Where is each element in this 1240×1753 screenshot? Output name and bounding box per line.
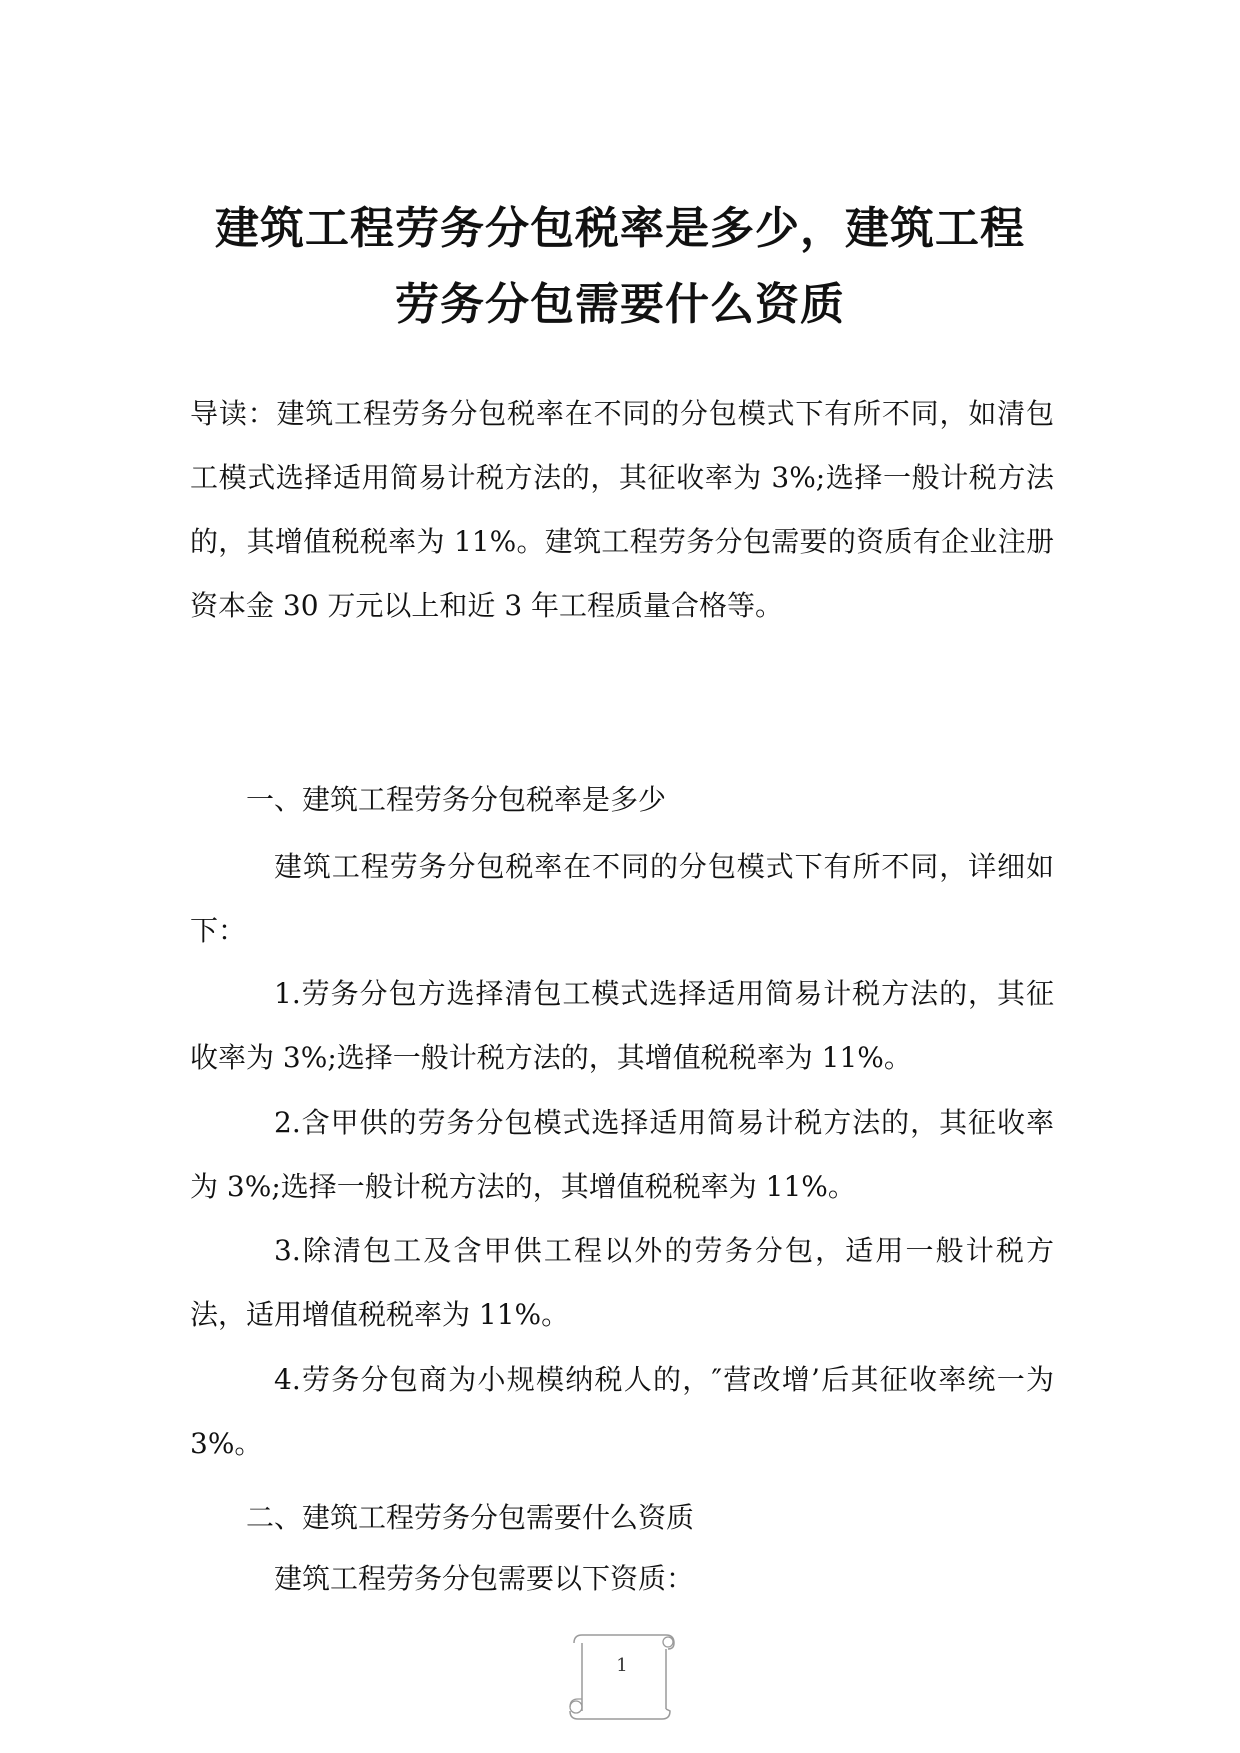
rate-item-2: 2.含甲供的劳务分包模式选择适用简易计税方法的，其征收率为 3%;选择一般计税方法的，其增值税税率为 11%。 [190, 1106, 1054, 1203]
document-title-line-1: 建筑工程劳务分包税率是多少，建筑工程 [215, 203, 1025, 254]
intro-paragraph: 导读：建筑工程劳务分包税率在不同的分包模式下有所不同，如清包工模式选择适用简易计税方法的，其征收率为 3%;选择一般计税方法的，其增值税税率为 11%。建筑工程劳务分包需要的资质有企业注册资本金 30 万元以上和近 3 年工程质量合格等。 [190, 397, 1054, 622]
rate-item-4: 4.劳务分包商为小规模纳税人的，″营改增’后其征收率统一为 3%。 [190, 1363, 1054, 1460]
document-title-line-2: 劳务分包需要什么资质 [395, 279, 845, 330]
rate-item-3: 3.除清包工及含甲供工程以外的劳务分包，适用一般计税方法，适用增值税税率为 11%。 [190, 1234, 1054, 1331]
rate-item-1: 1.劳务分包方选择清包工模式选择适用简易计税方法的，其征收率为 3%;选择一般计税方法的，其增值税税率为 11%。 [190, 977, 1054, 1074]
section-1-intro: 建筑工程劳务分包税率在不同的分包模式下有所不同，详细如下： [190, 850, 1054, 947]
page-number: 1 [616, 1655, 628, 1676]
section-2-intro: 建筑工程劳务分包需要以下资质： [274, 1562, 695, 1595]
section-1-heading: 一、建筑工程劳务分包税率是多少 [246, 783, 667, 816]
section-2-heading: 二、建筑工程劳务分包需要什么资质 [246, 1501, 695, 1534]
